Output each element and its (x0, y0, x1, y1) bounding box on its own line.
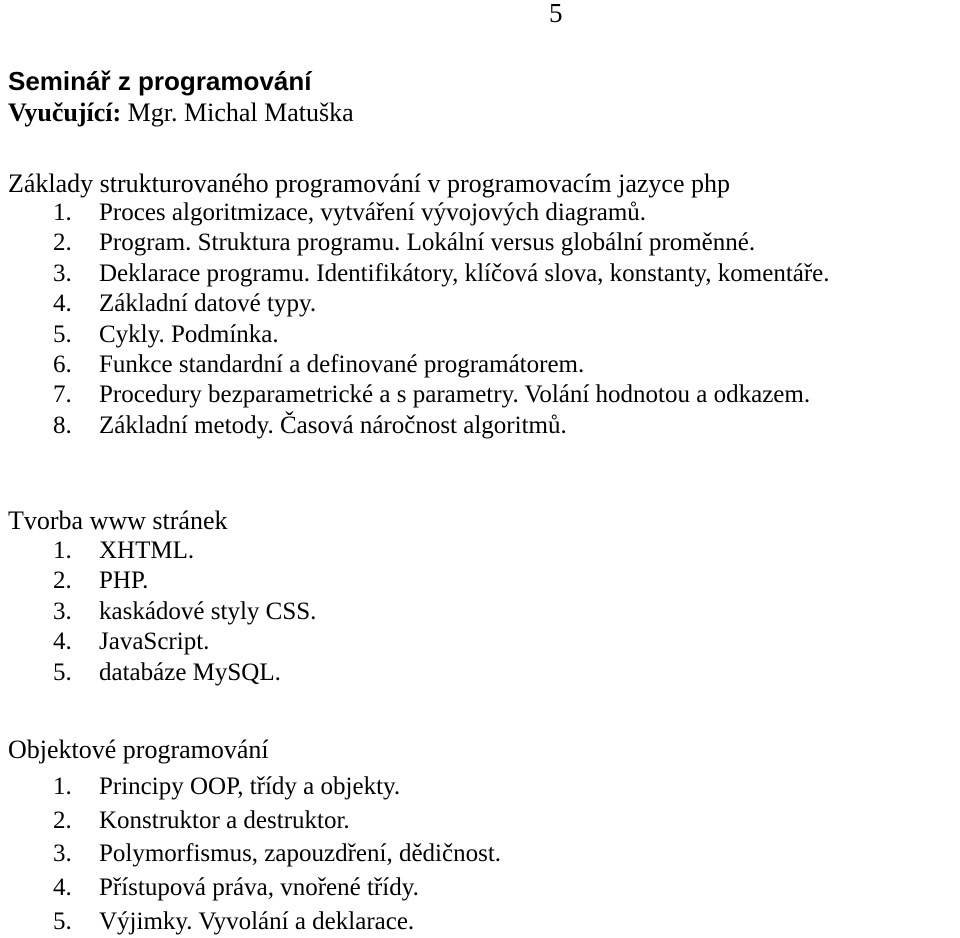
teacher-label: Vyučující: (8, 98, 122, 127)
item-text: XHTML. (99, 537, 195, 564)
item-number: 1. (53, 773, 72, 800)
item-text: Procedury bezparametrické a s parametry. Volání hodnotou a odkazem. (99, 381, 811, 409)
item-text: Principy OOP, třídy a objekty. (99, 773, 401, 800)
item-number: 1. (53, 537, 72, 564)
item-number: 2. (53, 229, 72, 257)
item-text: Konstruktor a destruktor. (99, 806, 350, 834)
item-number: 4. (53, 290, 72, 318)
item-text: Proces algoritmizace, vytváření vývojových diagramů. (99, 199, 647, 226)
teacher-line (8, 98, 354, 128)
item-number: 5. (53, 658, 72, 686)
course-title: Seminář z programování (8, 66, 312, 96)
item-text: PHP. (99, 567, 149, 595)
item-number: 2. (53, 806, 72, 834)
item-text: Polymorfismus, zapouzdření, dědičnost. (99, 840, 502, 868)
section-title-php: Základy strukturovaného programování v programovacím jazyce php (8, 169, 730, 198)
item-number: 5. (53, 907, 72, 935)
item-text: Výjimky. Vyvolání a deklarace. (99, 907, 415, 935)
item-text: kaskádové styly CSS. (99, 597, 317, 625)
item-number: 3. (53, 259, 72, 287)
teacher-name: Mgr. Michal Matuška (127, 98, 354, 127)
item-text: Program. Struktura programu. Lokální versus globální proměnné. (99, 229, 756, 257)
item-number: 8. (53, 411, 72, 439)
item-text: Základní datové typy. (99, 290, 317, 318)
item-number: 4. (53, 628, 72, 656)
item-text: Cykly. Podmínka. (99, 320, 279, 348)
page-number: 5 (549, 0, 563, 28)
item-number: 3. (53, 597, 72, 625)
item-number: 7. (53, 381, 72, 409)
item-text: Základní metody. Časová náročnost algoritmů. (99, 411, 567, 439)
item-text: Funkce standardní a definované programátorem. (99, 350, 585, 378)
item-text: databáze MySQL. (99, 658, 281, 686)
item-number: 2. (53, 567, 72, 595)
item-number: 6. (53, 350, 72, 378)
item-text: Přístupová práva, vnořené třídy. (99, 874, 419, 902)
item-number: 1. (53, 199, 72, 226)
section-title-oop: Objektové programování (8, 735, 269, 764)
item-number: 5. (53, 320, 72, 348)
section-title-www: Tvorba www stránek (8, 506, 228, 535)
item-number: 4. (53, 874, 72, 902)
item-text: Deklarace programu. Identifikátory, klíčová slova, konstanty, komentáře. (99, 259, 830, 287)
item-number: 3. (53, 840, 72, 868)
item-text: JavaScript. (99, 628, 210, 656)
